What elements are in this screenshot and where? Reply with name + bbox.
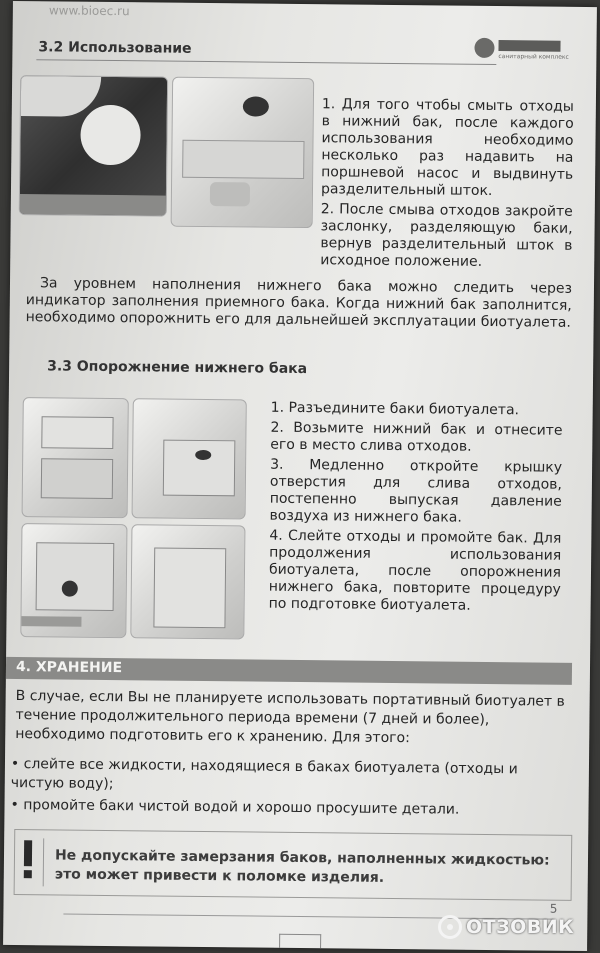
section-4-title: 4. ХРАНЕНИЕ: [15, 659, 123, 677]
empty-step-2: 2. Возьмите нижний бак и отнесите его в место слива отходов.: [270, 419, 563, 455]
watermark-logo-icon: [438, 915, 462, 939]
photo-toilet-lever: [171, 77, 315, 228]
section-3-2-steps: [320, 96, 574, 275]
logo-subtitle: санитарный комплекс: [498, 53, 569, 61]
footer-tab: [279, 934, 321, 949]
section-4-banner: [6, 657, 572, 685]
watermark: [438, 915, 590, 943]
logo-wordmark: [498, 40, 560, 52]
bullet-item: • промойте баки чистой водой и хорошо просушите детали.: [10, 796, 460, 818]
storage-bullets: [10, 755, 571, 824]
warning-box: [14, 829, 573, 901]
section-3-2-title: 3.2 Использование: [38, 39, 192, 57]
section-3-3-title: 3.3 Опорожнение нижнего бака: [47, 358, 308, 378]
exclamation-icon: [19, 840, 37, 880]
bullet-item: • слейте все жидкости, находящиеся в баках биотуалета (отходы и чистую воду);: [10, 755, 518, 793]
photo-pump-hand: [19, 75, 168, 217]
level-indicator-note: За уровнем наполнения нижнего бака можно следить через индикатор заполнения приемного бака. Когда нижний бак заполнится, необходимо опорожнить его для дальнейшей эксплуатации биотуалета.: [25, 275, 573, 331]
photo-separate-tanks: [22, 397, 129, 518]
step-2-text: 2. После смыва отходов закройте заслонку, разделяющую баки, вернув разделительный шток в исходное положение.: [320, 201, 573, 270]
empty-step-3: 3. Медленно откройте крышку отверстия для слива отходов, постепенно выпуская давление воздуха из нижнего бака.: [269, 456, 563, 526]
photo-carry-tank: [132, 398, 247, 519]
section-3-3-steps: [269, 400, 563, 619]
empty-step-4: 4. Слейте отходы и промойте бак. Для продолжения использования биотуалета, после опорожнения нижнего бака, повторите процедуру по подготовке биотуалета.: [268, 527, 562, 614]
photo-pour-out: [130, 524, 245, 639]
site-url: www.bioec.ru: [48, 3, 130, 19]
photo-open-cap: [20, 523, 127, 638]
page-number: 5: [549, 901, 558, 916]
step-1-text: 1. Для того чтобы смыть отходы в нижний бак, после каждого использования необходимо несколько раз надавить на поршневой насос и выдвинуть разделительный шток.: [320, 96, 574, 199]
empty-step-1: 1. Разъедините баки биотуалета.: [270, 399, 520, 419]
warning-divider: [43, 838, 45, 886]
manual-page: [3, 1, 597, 951]
watermark-text: ОТЗОВИК: [466, 916, 575, 938]
storage-intro: В случае, если Вы не планируете использовать портативный биотуалет в течение продолжительного периода времени (7 дней и более), необходимо подготовить его к хранению. Для этого:: [15, 688, 565, 747]
warning-text: Не допускайте замерзания баков, наполненных жидкостью: это может привести к поломке изделия.: [54, 847, 550, 886]
